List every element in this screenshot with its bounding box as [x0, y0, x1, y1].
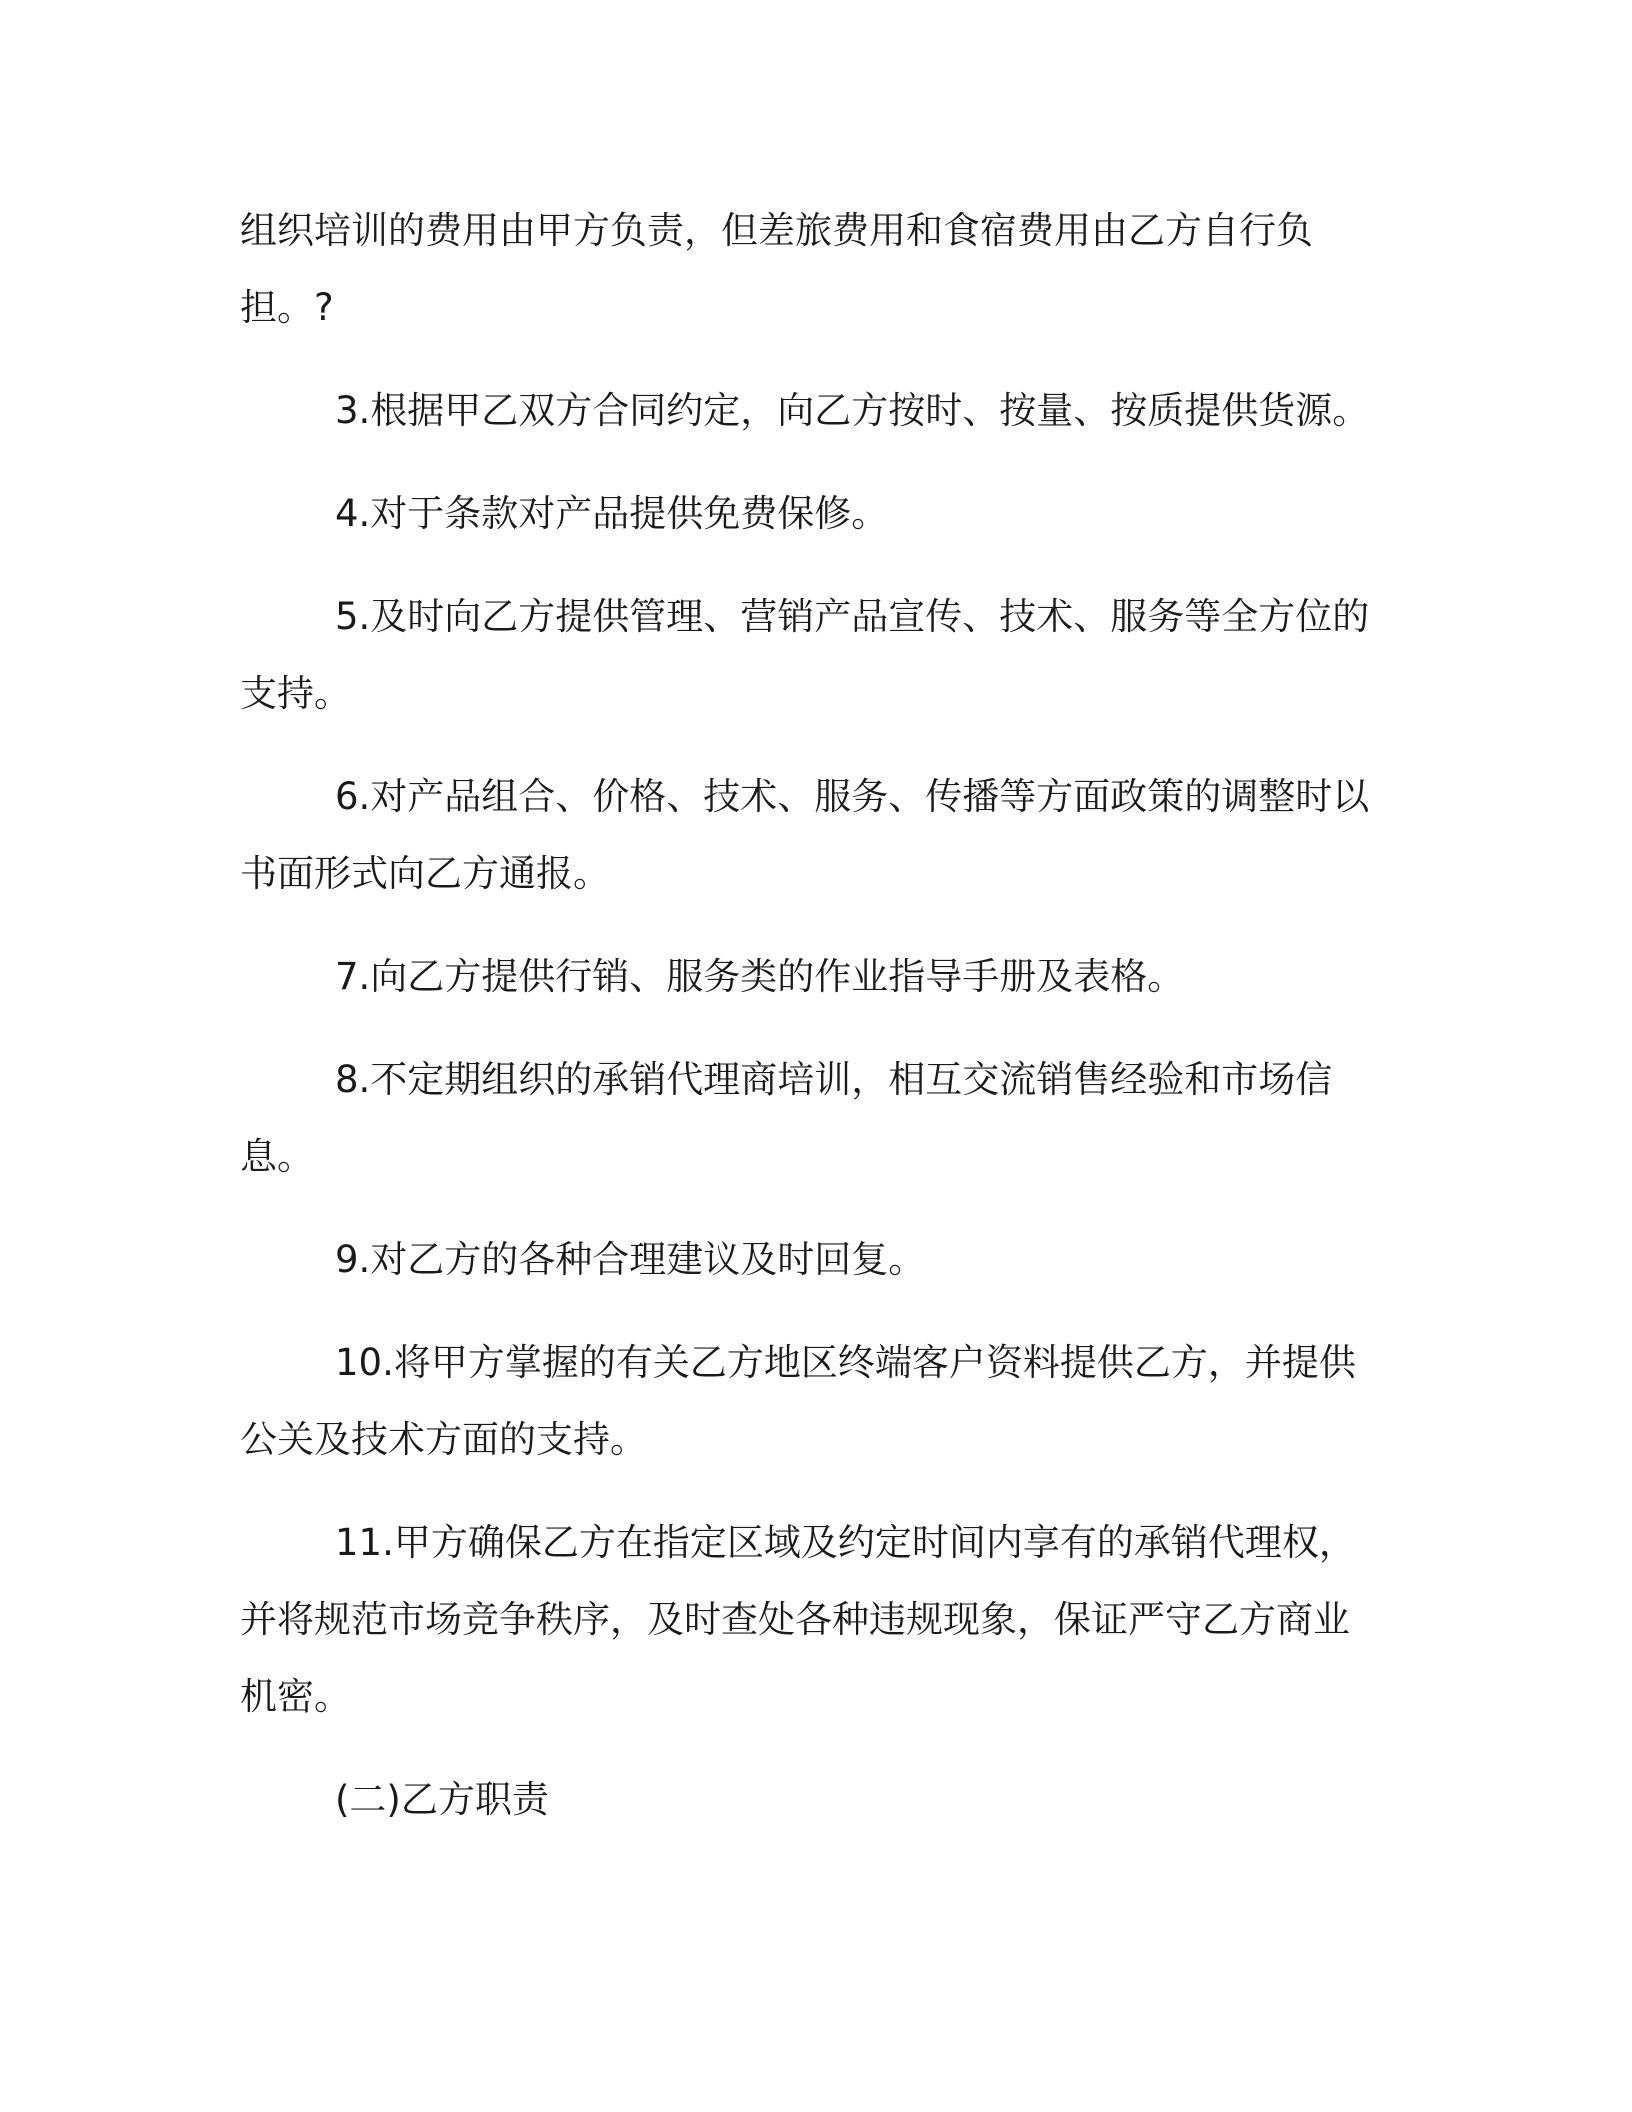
- paragraph-item-4: 4.对于条款对产品提供免费保修。: [335, 492, 889, 535]
- paragraph-item-10: 10.将甲方掌握的有关乙方地区终端客户资料提供乙方，并提供公关及技术方面的支持。: [240, 1341, 1356, 1461]
- paragraph-item-5: 5.及时向乙方提供管理、营销产品宣传、技术、服务等全方位的支持。: [240, 595, 1370, 715]
- paragraph-training-costs: 组织培训的费用由甲方负责，但差旅费用和食宿费用由乙方自行负担。?: [240, 209, 1313, 329]
- paragraph-item-7: 7.向乙方提供行销、服务类的作业指导手册及表格。: [335, 955, 1185, 998]
- paragraph-item-11: 11.甲方确保乙方在指定区域及约定时间内享有的承销代理权，并将规范市场竞争秩序，及时查处各种违规现象，保证严守乙方商业机密。: [240, 1521, 1356, 1718]
- paragraph-item-6: 6.对产品组合、价格、技术、服务、传播等方面政策的调整时以书面形式向乙方通报。: [240, 775, 1370, 895]
- document-body: [240, 192, 1400, 1864]
- paragraph-item-3: 3.根据甲乙双方合同约定，向乙方按时、按量、按质提供货源。: [335, 389, 1370, 432]
- paragraph-item-8: 8.不定期组织的承销代理商培训，相互交流销售经验和市场信息。: [240, 1058, 1333, 1178]
- paragraph-item-9: 9.对乙方的各种合理建议及时回复。: [335, 1238, 926, 1281]
- section-heading-party-b-duties: (二)乙方职责: [335, 1778, 549, 1821]
